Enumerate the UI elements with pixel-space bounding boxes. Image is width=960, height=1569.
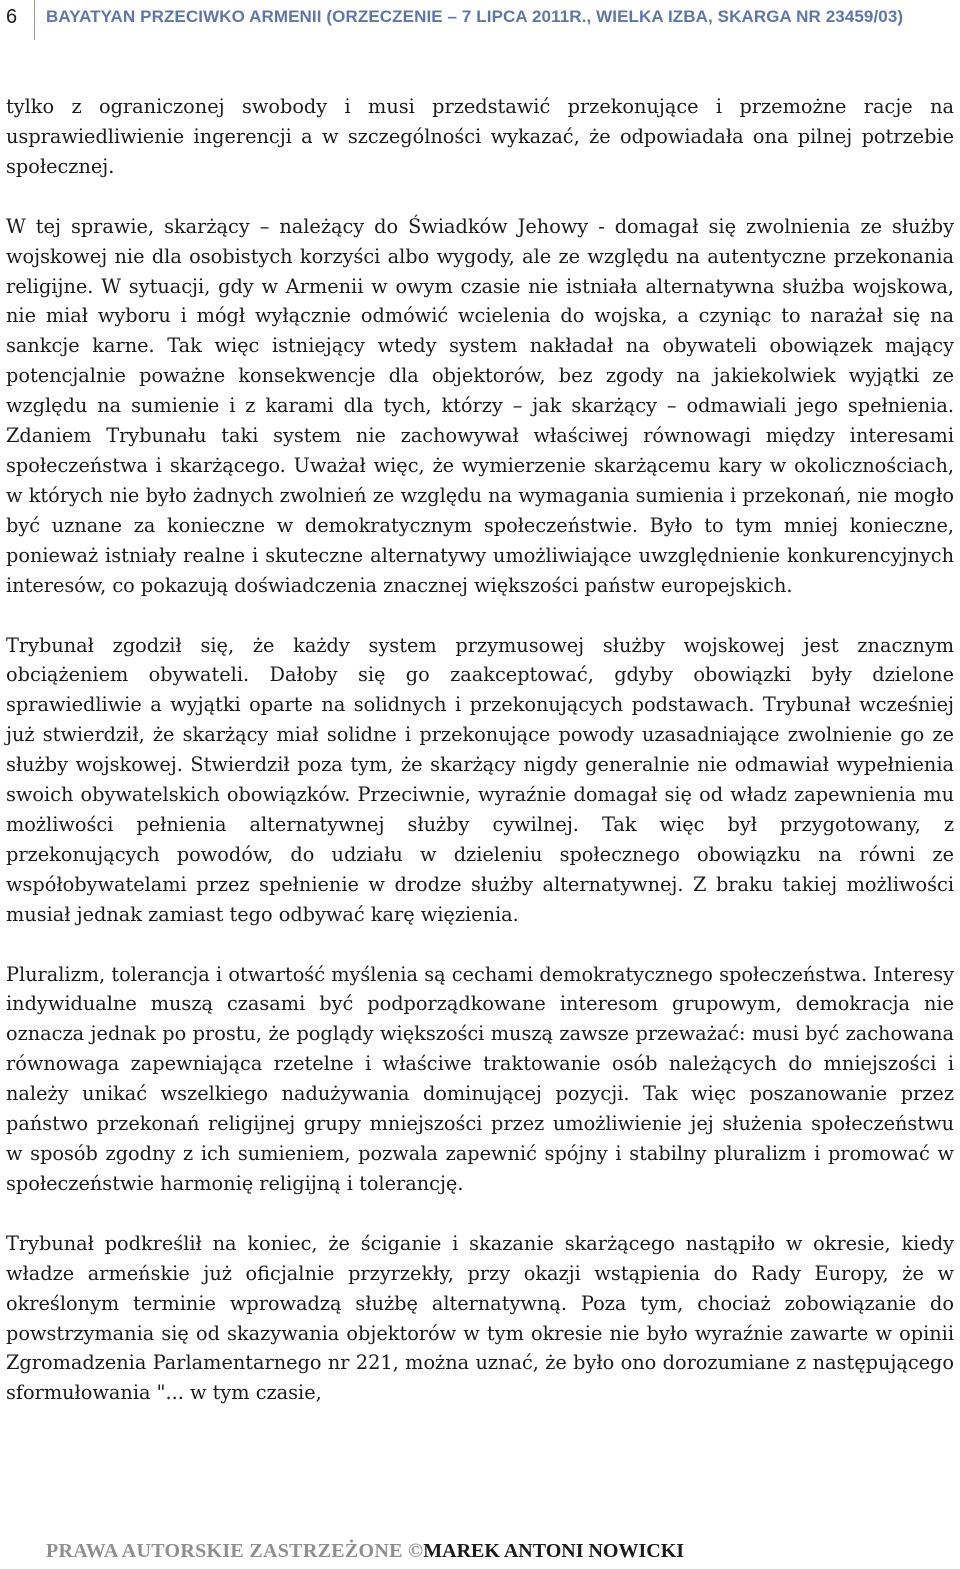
paragraph-4: Pluralizm, tolerancja i otwartość myślenia są cechami demokratycznego społeczeństwa. Interesy indywidualne muszą czasami być podporządkowane interesom grupowym, demokracja nie oznacza jednak po prostu, że poglądy większości muszą zawsze przeważać: musi być zachowana równowaga zapewniająca rzetelne i właściwe traktowanie osób należących do mniejszości i należy unikać wszelkiego nadużywania dominującej pozycji. Tak więc poszanowanie przez państwo przekonań religijnej grupy mniejszości przez umożliwienie jej służenia społeczeństwu w sposób zgodny z ich sumieniem, pozwala zapewnić spójny i stabilny pluralizm i promować w społeczeństwie harmonię religijną i tolerancję.: [6, 962, 954, 1195]
document-body: [6, 92, 954, 1438]
header-divider: [34, 0, 35, 40]
page-header: [0, 0, 960, 42]
copyright-notice: PRAWA AUTORSKIE ZASTRZEŻONE ©: [46, 1540, 424, 1562]
paragraph-2: W tej sprawie, skarżący – należący do Świadków Jehowy - domagał się zwolnienia ze służby wojskowej nie dla osobistych korzyści albo wygody, ale ze względu na autentyczne przekonania religijne. W sytuacji, gdy w Armenii w owym czasie nie istniała alternatywna służba wojskowa, nie miał wyboru i mógł wyłącznie odmówić wcielenia do wojska, a czyniąc to narażał się na sankcje karne. Tak więc istniejący wtedy system nakładał na obywateli obowiązek mający potencjalnie poważne konsekwencje dla objektorów, bez zgody na jakiekolwiek wyjątki ze względu na sumienie i z karami dla tych, którzy – jak skarżący – odmawiali jego spełnienia. Zdaniem Trybunału taki system nie zachowywał właściwej równowagi między interesami społeczeństwa i skarżącego. Uważał więc, że wymierzenie skarżącemu kary w okolicznościach, w których nie było żadnych zwolnień ze względu na wymagania sumienia i przekonań, nie mogło być uznane za konieczne w demokratycznym społeczeństwie. Było to tym mniej konieczne, ponieważ istniały realne i skuteczne alternatywy umożliwiające uwzględnienie konkurencyjnych interesów, co pokazują doświadczenia znacznej większości państw europejskich.: [6, 214, 954, 597]
paragraph-1: tylko z ograniczonej swobody i musi przedstawić przekonujące i przemożne racje na usprawiedliwienie ingerencji a w szczególności wykazać, że odpowiadała ona pilnej potrzebie społecznej.: [6, 95, 954, 178]
paragraph-5: Trybunał podkreślił na koniec, że ściganie i skazanie skarżącego nastąpiło w okresie, kiedy władze armeńskie już oficjalnie przyrzekły, przy okazji wstąpienia do Rady Europy, że w określonym terminie wprowadzą służbę alternatywną. Poza tym, chociaż zobowiązanie do powstrzymania się od skazywania objektorów w tym okresie nie było wyraźnie zawarte w opinii Zgromadzenia Parlamentarnego nr 221, można uznać, że było ono dorozumiane z następującego sformułowania "... w tym czasie,: [6, 1231, 954, 1405]
paragraph-3: Trybunał zgodził się, że każdy system przymusowej służby wojskowej jest znacznym obciążeniem obywateli. Dałoby się go zaakceptować, gdyby obowiązki były dzielone sprawiedliwie a wyjątki oparte na solidnych i przekonujących podstawach. Trybunał wcześniej już stwierdził, że skarżący miał solidne i przekonujące powody uzasadniające zwolnienie go ze służby wojskowej. Stwierdził poza tym, że skarżący nigdy generalnie nie odmawiał wypełnienia swoich obywatelskich obowiązków. Przeciwnie, wyraźnie domagał się od władz zapewnienia mu możliwości pełnienia alternatywnej służby cywilnej. Tak więc był przygotowany, z przekonujących powodów, do udziału w dzieleniu społecznego obowiązku na równi ze współobywatelami przez spełnienie w drodze służby alternatywnej. Z braku takiej możliwości musiał jednak zamiast tego odbywać karę więzienia.: [6, 633, 954, 926]
running-title: BAYATYAN PRZECIWKO ARMENII (ORZECZENIE – 7 LIPCA 2011R., WIELKA IZBA, SKARGA NR 23459/03): [46, 7, 904, 26]
author-name: MAREK ANTONI NOWICKI: [423, 1540, 685, 1562]
page-number: 6: [6, 6, 18, 28]
page-footer: [46, 1540, 684, 1563]
